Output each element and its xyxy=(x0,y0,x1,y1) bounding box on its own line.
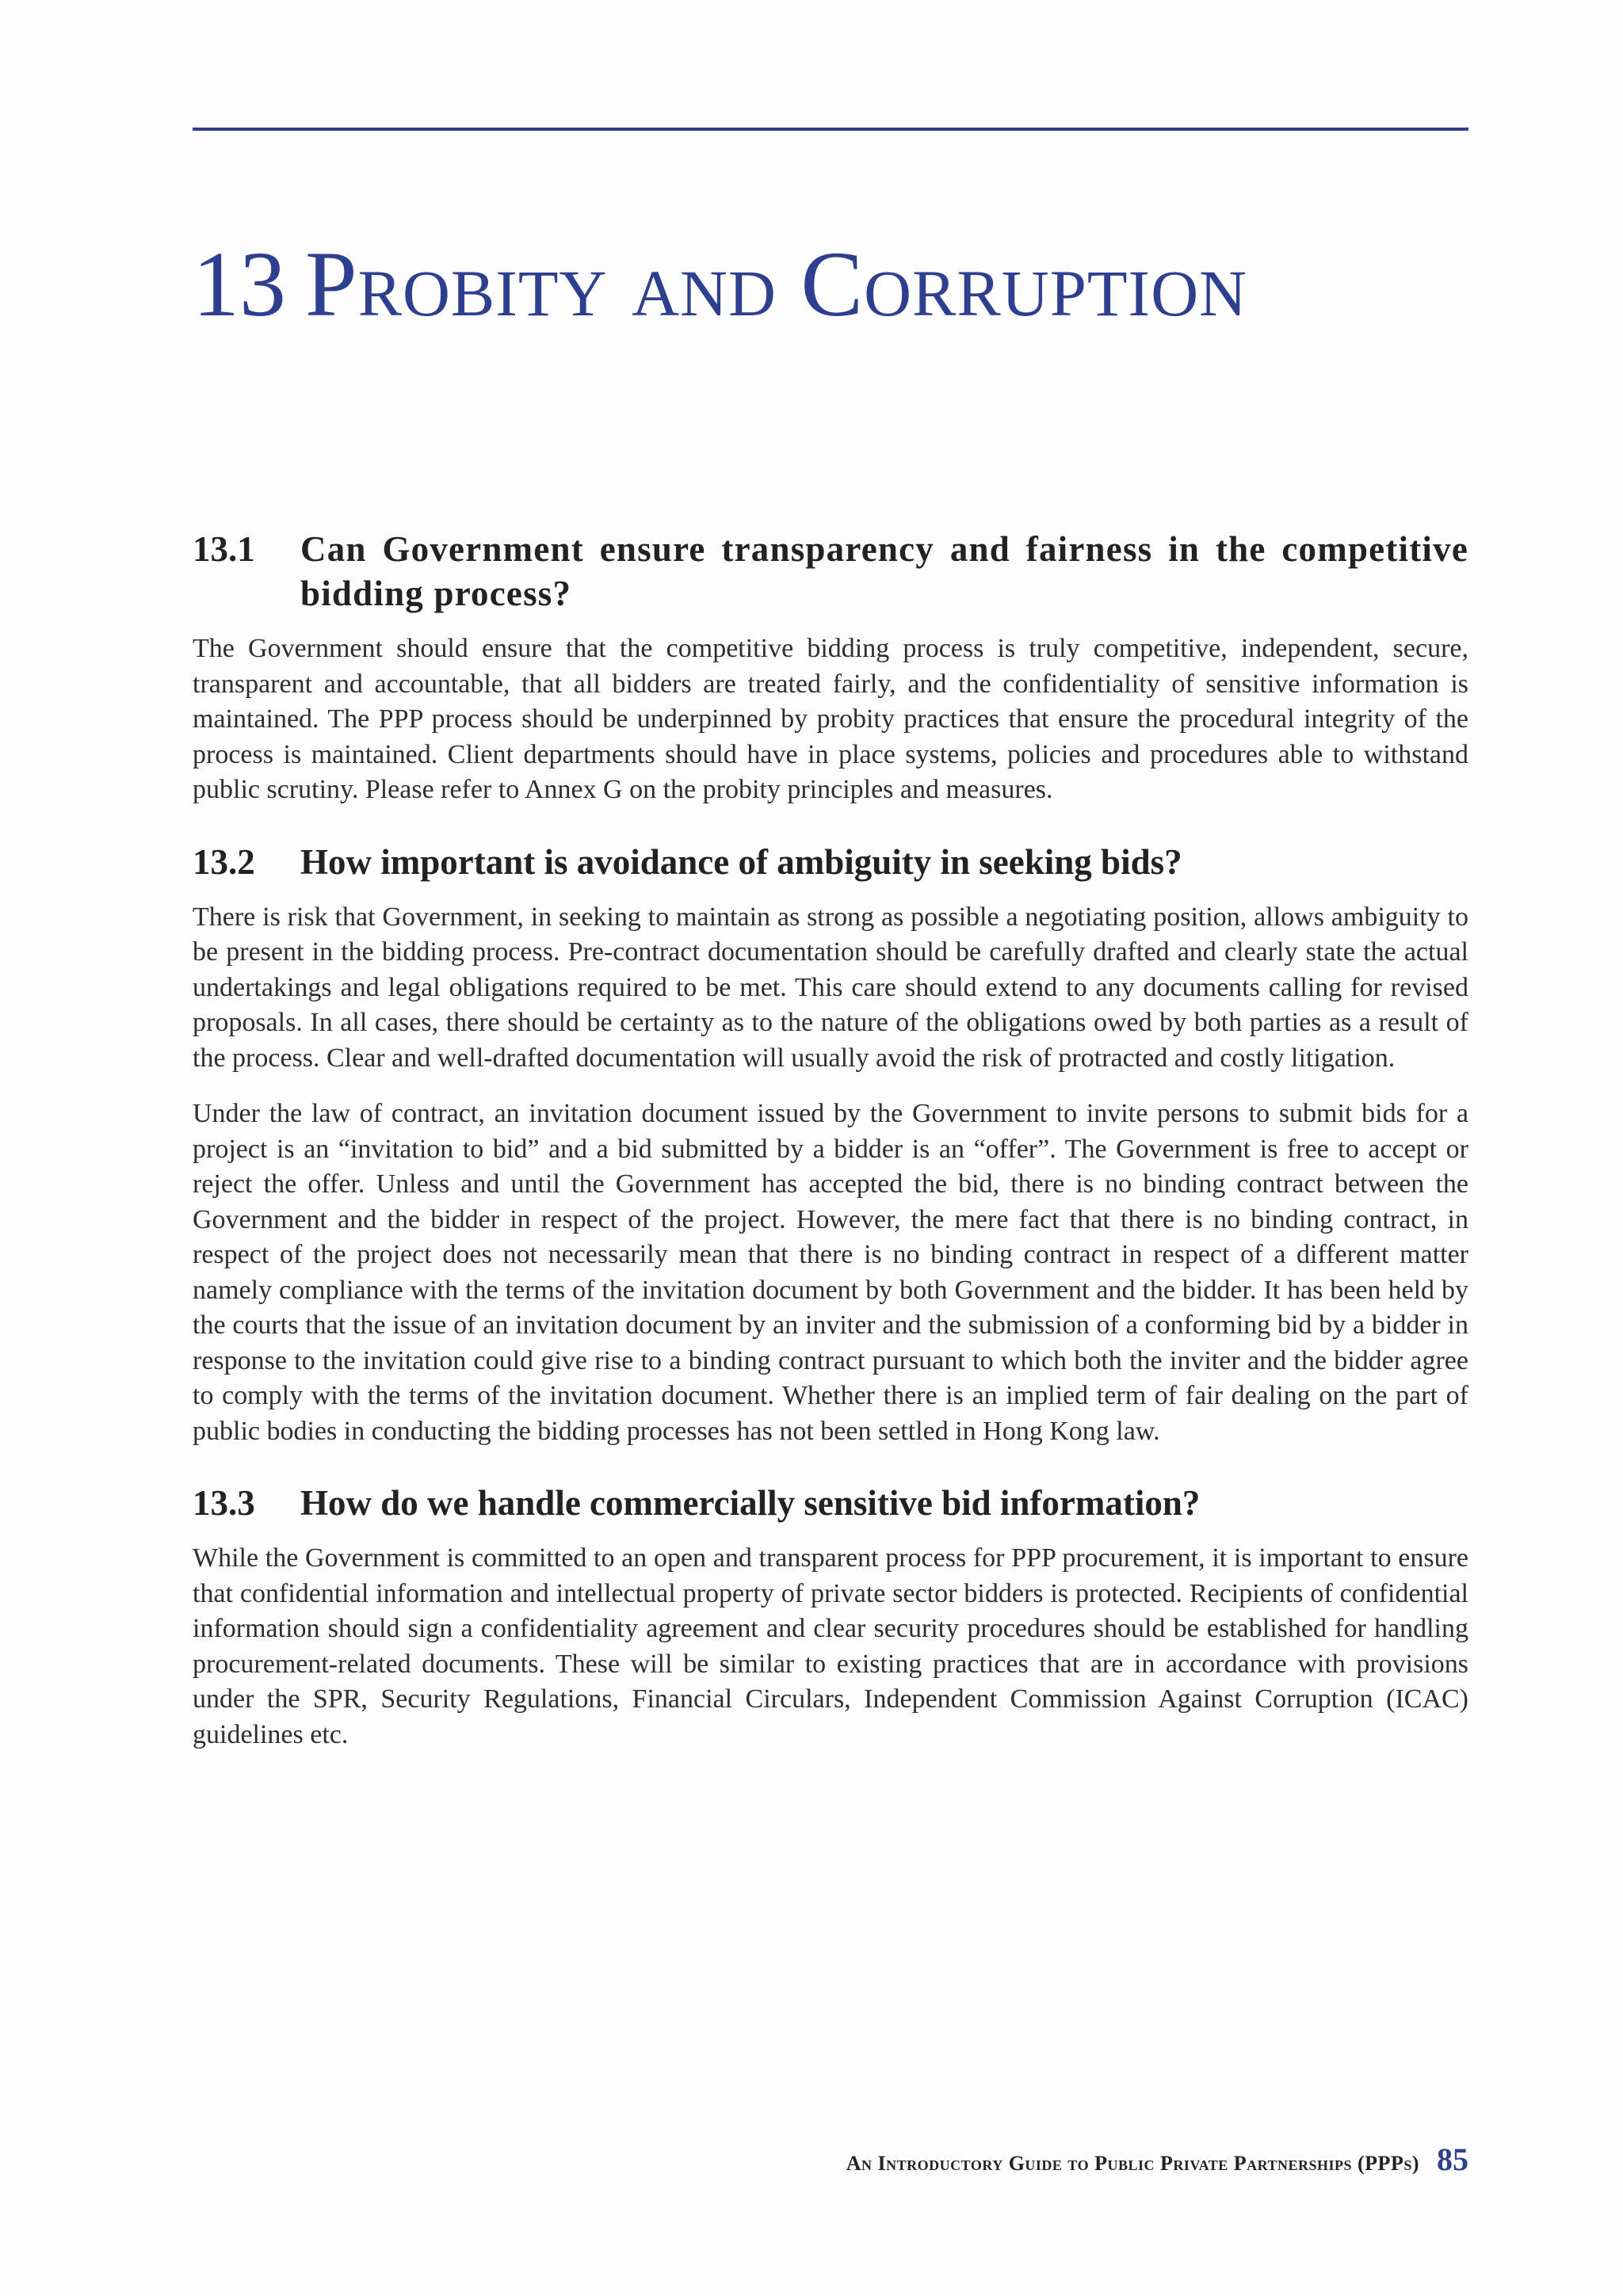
section-title: Can Government ensure transparency and fairness in the competitive bidding process? xyxy=(300,529,1468,613)
section-number: 13.3 xyxy=(193,1483,255,1523)
main-content xyxy=(193,527,1468,1773)
chapter-title-text: Probity and Corruption xyxy=(305,232,1248,336)
chapter-title xyxy=(193,232,1248,336)
paragraph: There is risk that Government, in seeking to maintain as strong as possible a negotiating position, allows ambiguity to be present in the bidding process. Pre-contract documentation should be carefully drafted and clearly state the actual undertakings and legal obligations required to be met. This care should extend to any documents calling for revised proposals. In all cases, there should be certainty as to the nature of the obligations owed by both parties as a result of the process. Clear and well-drafted documentation will usually avoid the risk of protracted and costly litigation. xyxy=(193,902,1468,1073)
section-number: 13.1 xyxy=(193,529,255,569)
section-title: How do we handle commercially sensitive bid information? xyxy=(300,1483,1201,1523)
section-heading xyxy=(193,527,1468,616)
section-number: 13.2 xyxy=(193,841,255,882)
page-number: 85 xyxy=(1437,2142,1468,2177)
footer-guide-title: An Introductory Guide to Public Private Partnerships (PPPs) xyxy=(846,2152,1419,2175)
header-rule xyxy=(193,128,1468,131)
section-title: How important is avoidance of ambiguity in seeking bids? xyxy=(300,841,1182,882)
paragraph: While the Government is committed to an open and transparent process for PPP procurement, it is important to ensure that confidential information and intellectual property of private sector bidders is protected. Recipients of confidential information should sign a confidentiality agreement and clear security procedures should be established for handling procurement-related documents. These will be similar to existing practices that are in accordance with provisions under the SPR, Security Regulations, Financial Circulars, Independent Commission Against Corruption (ICAC) guidelines etc. xyxy=(193,1543,1468,1749)
section-heading xyxy=(193,840,1468,884)
section-heading xyxy=(193,1481,1468,1525)
section-13-2 xyxy=(193,840,1468,1450)
paragraph: Under the law of contract, an invitation document issued by the Government to invite persons to submit bids for a project is an “invitation to bid” and a bid submitted by a bidder is an “offer”. The Government is free to accept or reject the offer. Unless and until the Government has accepted the bid, there is no binding contract between the Government and the bidder in respect of the project. However, the mere fact that there is no binding contract, in respect of the project does not necessarily mean that there is no binding contract in respect of a different matter namely compliance with the terms of the invitation document by both Government and the bidder. It has been held by the courts that the issue of an invitation document by an inviter and the submission of a conforming bid by a bidder in response to the invitation could give rise to a binding contract pursuant to which both the inviter and the bidder agree to comply with the terms of the invitation document. Whether there is an implied term of fair dealing on the part of public bodies in conducting the bidding processes has not been settled in Hong Kong law. xyxy=(193,1099,1468,1446)
section-13-1 xyxy=(193,527,1468,808)
chapter-number: 13 xyxy=(193,232,286,336)
paragraph: The Government should ensure that the competitive bidding process is truly competitive, independent, secure, transparent and accountable, that all bidders are treated fairly, and the confidentiality of sensitive information is maintained. The PPP process should be underpinned by probity practices that ensure the procedural integrity of the process is maintained. Client departments should have in place systems, policies and procedures able to withstand public scrutiny. Please refer to Annex G on the probity principles and measures. xyxy=(193,634,1468,804)
page-footer xyxy=(846,2141,1468,2178)
section-13-3 xyxy=(193,1481,1468,1753)
